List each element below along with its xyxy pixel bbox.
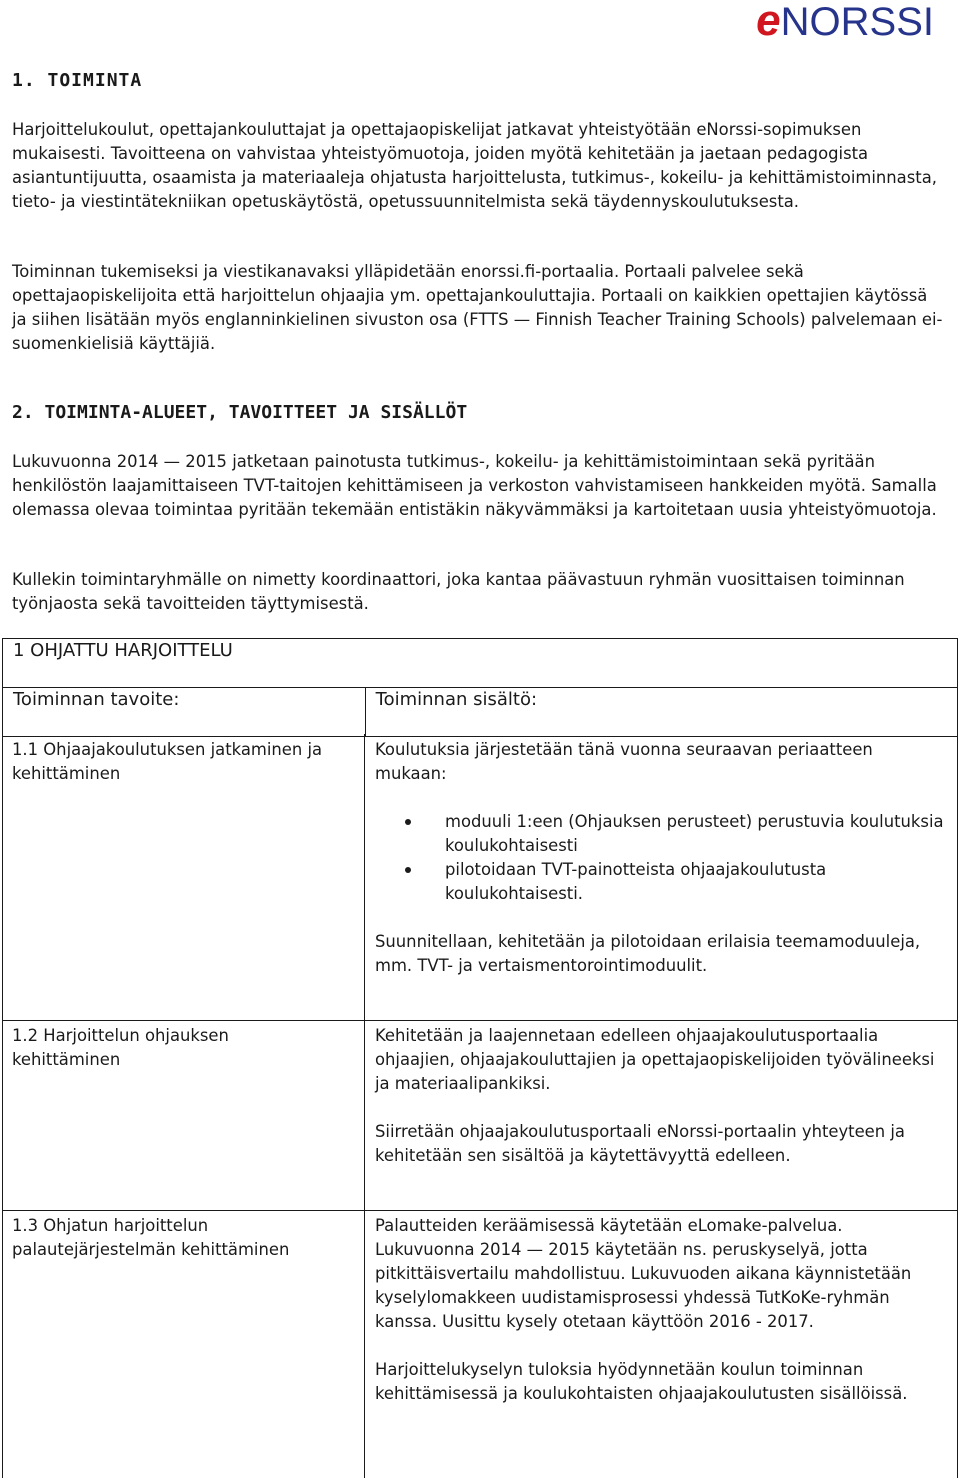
content-1-3-para-2: Harjoittelukyselyn tuloksia hyödynnetään koulun toiminnan kehittämisessä ja koulukohtaisten ohjaajakoulutusten sisällöissä.: [375, 1360, 908, 1403]
bullet-item: pilotoidaan TVT-painotteista ohjaajakoulutusta koulukohtaisesti.: [445, 858, 947, 906]
content-1-3-para-1: Palautteiden keräämisessä käytetään eLomake-palvelua. Lukuvuonna 2014 — 2015 käytetään ns. peruskyselyä, jotta pitkittäisvertailu mahdollistuu. Lukuvuoden aikana käynnistetään kyselylomakkeen uudistamisprosessi yhdessä TutKoKe-ryhmän kanssa. Uusittu kysely otetaan käyttöön 2016 - 2017.: [375, 1216, 912, 1331]
content-1-3: [375, 1214, 947, 1406]
section1-paragraph-1: Harjoittelukoulut, opettajankouluttajat ja opettajaopiskelijat jatkavat yhteistyötään eNorssi-sopimuksen mukaisesti. Tavoitteena on vahvistaa yhteistyömuotoja, joiden myötä kehitetään ja jaetaan pedagogista asiantuntijuutta, osaamista ja materiaaleja ohjatusta harjoittelusta, tutkimus-, kokeilu- ja kehittämistoiminnasta, tieto- ja viestintätekniikan opetuskäytöstä, opetussuunnitelmista sekä täydennyskoulutuksesta.: [12, 120, 937, 211]
content-1-2-para-1: Kehitetään ja laajennetaan edelleen ohjaajakoulutusportaalia ohjaajien, ohjaajakouluttajien ja opettajaopiskelijoiden työvälineeksi ja materiaalipankiksi.: [375, 1026, 935, 1093]
goal-1-2: 1.2 Harjoittelun ohjauksen kehittäminen: [12, 1026, 229, 1069]
row-divider-1: [2, 1020, 958, 1021]
activity-table: [2, 638, 958, 737]
content-1-1-after: Suunnitellaan, kehitetään ja pilotoidaan erilaisia teemamoduuleja, mm. TVT- ja vertaismentorointimoduulit.: [375, 932, 921, 975]
col-header-content: Toiminnan sisältö:: [365, 688, 957, 737]
section1-heading: 1. TOIMINTA: [12, 70, 143, 91]
table-body: [2, 734, 958, 1478]
table-section-title: 1 OHJATTU HARJOITTELU: [3, 639, 958, 688]
logo-text: NORSSI: [780, 0, 934, 44]
row-divider-2: [2, 1210, 958, 1211]
goal-1-1: 1.1 Ohjaajakoulutuksen jatkaminen ja kehittäminen: [12, 740, 323, 783]
bullet-item: moduuli 1:een (Ohjauksen perusteet) perustuvia koulutuksia koulukohtaisesti: [445, 810, 947, 858]
section2-paragraph-2: Kullekin toimintaryhmälle on nimetty koordinaattori, joka kantaa päävastuun ryhmän vuosittaisen toiminnan työnjaosta sekä tavoitteiden täyttymisestä.: [12, 570, 905, 613]
table-border-left: [2, 734, 3, 1478]
enorssi-logo: [756, 0, 934, 45]
section2-paragraph-1: Lukuvuonna 2014 — 2015 jatketaan painotusta tutkimus-, kokeilu- ja kehittämistoimintaan sekä pyritään henkilöstön laajamittaiseen TVT-taitojen kehittämiseen ja verkoston vahvistamiseen hankkeiden myötä. Samalla olemassa olevaa toimintaa pyritään tekemään entistäkin näkyvämmäksi ja kartoitetaan uusia yhteistyömuotoja.: [12, 452, 937, 519]
content-1-2: [375, 1024, 947, 1168]
table-border-right: [957, 734, 958, 1478]
content-1-2-para-2: Siirretään ohjaajakoulutusportaali eNorssi-portaalin yhteyteen ja kehitetään sen sisältöä ja käytettävyyttä edelleen.: [375, 1122, 905, 1165]
table-border-mid: [364, 734, 365, 1478]
logo-e: e: [756, 0, 781, 45]
content-1-1: [375, 738, 947, 978]
content-1-1-intro: Koulutuksia järjestetään tänä vuonna seuraavan periaatteen mukaan:: [375, 740, 873, 783]
goal-1-3: 1.3 Ohjatun harjoittelun palautejärjestelmän kehittäminen: [12, 1216, 290, 1259]
col-header-goal: Toiminnan tavoite:: [3, 688, 366, 737]
section1-paragraph-2: Toiminnan tukemiseksi ja viestikanavaksi ylläpidetään enorssi.fi-portaalia. Portaali palvelee sekä opettajaopiskelijoita että harjoittelun ohjaajia ym. opettajankouluttajia. Portaali on kaikkien opettajien käytössä ja siihen lisätään myös englanninkielinen sivuston osa (FTTS — Finnish Teacher Training Schools) palvelemaan ei-suomenkielisiä käyttäjiä.: [12, 262, 943, 353]
content-1-1-bullets: [375, 810, 947, 906]
section2-heading: 2. TOIMINTA-ALUEET, TAVOITTEET JA SISÄLLÖT: [12, 402, 468, 423]
